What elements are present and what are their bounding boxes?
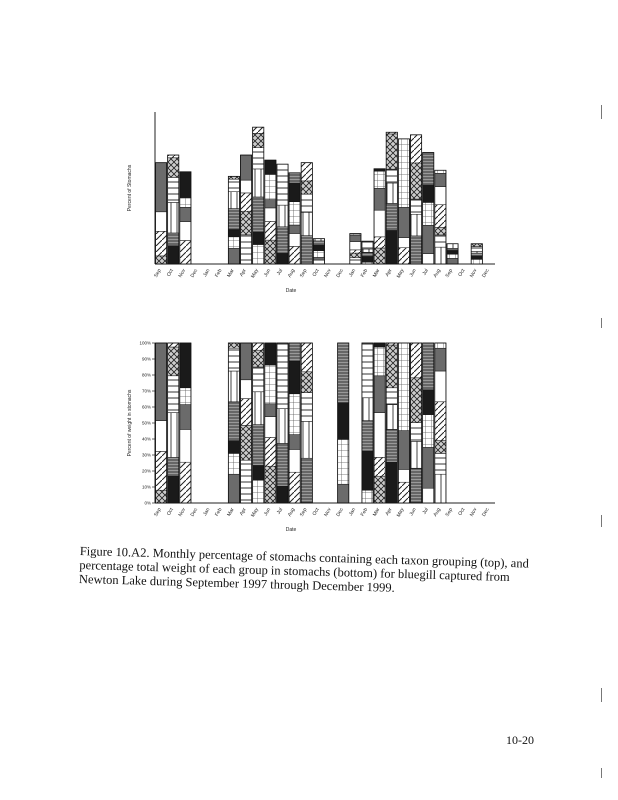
bar-segment [180,405,191,430]
x-tick-label: May [250,507,260,519]
bar-segment [265,417,276,438]
bar-segment [289,449,300,472]
x-tick-label: Feb [359,507,370,518]
bar-segment [289,343,300,361]
bar-segment [168,347,179,376]
x-tick-label: Apr [384,507,394,517]
x-tick-label: Oct [311,268,321,278]
bar-segment [423,343,434,390]
bar-segment [398,431,409,470]
bar-segment [435,453,446,474]
y-tick-label: 50% [141,420,151,426]
bar-segment [362,421,373,452]
bar-segment [435,441,446,454]
bar-segment [423,415,434,448]
bar-segment [362,398,373,421]
y-axis-title: Percent of weight in stomachs [127,389,133,457]
scan-edge-mark [601,688,602,702]
x-tick-label: Jun [408,268,418,278]
y-tick-label: 100% [139,340,151,346]
bar-segment [374,476,385,503]
x-tick-label: Jan [347,268,358,278]
bar-segment [423,390,434,415]
bar-segment [435,474,446,503]
bar-segment [228,441,239,454]
bar-segment [338,403,349,440]
bar-segment [374,413,385,458]
x-tick-label: Jul [275,268,285,277]
y-tick-label: 30% [141,452,151,458]
bar-segment [386,345,397,388]
bar-segment [435,348,446,371]
x-tick-label: Oct [457,507,467,517]
bar-segment [253,343,264,350]
x-tick-label: Nov [177,268,188,279]
x-axis-title: Date [285,527,297,533]
x-tick-label: Dec [189,507,200,518]
bar-segment [277,343,288,409]
x-tick-label: Jun [262,268,273,278]
bar-segment [253,367,264,392]
scan-edge-mark [601,515,602,527]
y-tick-label: 70% [141,388,151,394]
bar-segment [410,468,421,503]
bar-segment [398,482,409,503]
x-tick-label: Mar [371,507,382,518]
x-tick-label: Oct [457,268,467,278]
bar-segment [289,394,300,435]
x-tick-label: Dec [335,507,345,518]
x-tick-label: Sep [298,507,309,518]
x-tick-label: Aug [432,268,443,279]
bar-segment [155,421,166,452]
bar-segment [289,361,300,394]
y-tick-label: 60% [141,404,151,410]
x-tick-label: Feb [359,268,370,279]
x-tick-label: Dec [335,268,345,279]
x-tick-label: Aug [432,507,443,518]
bar-segment [301,343,312,372]
bar-segment [228,402,239,441]
x-tick-label: Feb [214,507,224,518]
bar-segment [228,453,239,474]
bar-segment [374,347,385,376]
scan-edge-mark [601,768,602,778]
bar-segment [301,458,312,503]
y-tick-label: 0% [144,500,151,506]
y-tick-label: 10% [141,484,151,490]
x-tick-label: Nov [323,268,333,279]
bar-segment [362,451,373,490]
bar-segment [168,376,179,413]
bar-segment [289,435,300,450]
bar-segment [386,388,397,405]
bar-segment [374,457,385,476]
x-tick-label: Jul [275,507,285,516]
x-tick-label: Mar [371,268,382,279]
bar-segment [228,474,239,503]
x-tick-label: Nov [177,507,188,518]
bar-segment [253,392,264,425]
bar-segment [253,480,264,503]
bar-segment [423,447,434,488]
x-tick-label: Jan [347,507,358,517]
bar-segment [180,388,191,405]
bar-segment [289,472,300,503]
x-tick-label: Sep [444,268,455,279]
x-tick-label: Sep [153,268,163,279]
x-tick-label: Apr [238,507,248,517]
x-tick-label: Oct [311,507,321,517]
bar-segment [155,343,166,421]
bar-segment [265,466,276,503]
bar-segment [374,343,385,347]
bar-segment [386,462,397,503]
bar-segment [155,490,166,503]
bar-segment [277,486,288,503]
bar-segment [265,343,276,365]
x-tick-label: Apr [238,268,248,278]
figure-caption: Figure 10.A2. Monthly percentage of stomachs containing each taxon grouping (top), and percentage total weight of each group in stomachs (bottom) for bluegill captured from Newton Lake during September 1997 through December 1999. [78,544,530,595]
bar-segment [301,372,312,393]
x-tick-label: May [395,507,406,519]
bar-segment [180,343,191,388]
y-tick-label: 80% [141,372,151,378]
x-tick-label: Mar [226,268,236,279]
bar-segment [410,423,421,442]
bar-segment [265,404,276,417]
bar-segment [386,429,397,462]
bar-segment [410,441,421,468]
bar-segment [240,460,251,503]
x-tick-label: Nov [468,507,479,518]
x-tick-label: Mar [226,507,236,518]
page-number: 10-20 [506,733,534,747]
bar-segment [155,451,166,490]
scan-edge-mark [601,318,602,328]
x-axis-title: Date [285,288,297,294]
bar-segment [362,490,373,503]
bar-segment [168,343,179,347]
x-tick-label: May [395,268,406,280]
bar-segment [265,437,276,466]
y-tick-label: 40% [141,436,151,442]
bar-segment [386,405,397,430]
bar-segment [301,393,312,422]
x-tick-label: Oct [165,268,175,278]
x-tick-label: Dec [481,268,491,279]
x-tick-label: May [250,268,260,280]
bar-segment [228,348,239,371]
bar-segment [374,376,385,413]
bar-segment [265,365,276,404]
bar-segment [240,425,251,460]
bar-segment [410,343,421,378]
bar-segment [240,399,251,426]
bar-segment [338,484,349,503]
bar-segment [435,402,446,441]
bar-segment [228,343,239,348]
bar-segment [253,425,264,466]
x-tick-label: Aug [286,507,297,518]
bar-segment [398,343,409,431]
bar-segment [398,469,409,482]
bar-segment [338,439,349,484]
bar-segment [423,488,434,503]
bar-segment [240,343,251,380]
y-tick-label: 90% [141,356,151,362]
x-tick-label: Sep [153,507,163,518]
bar-segment [277,409,288,444]
bar-segment [435,371,446,402]
bar-segment [180,462,191,503]
x-tick-label: Sep [298,268,309,279]
x-tick-label: Jan [202,507,212,517]
y-tick-label: 20% [141,468,151,474]
x-tick-label: Jul [421,268,430,277]
bar-segment [435,343,446,348]
x-tick-label: Nov [468,268,479,279]
bar-segment [168,413,179,458]
bar-segment [168,457,179,476]
y-axis-title: Percent of Stomachs [127,164,133,212]
bar-segment [277,443,288,486]
x-tick-label: Dec [189,268,200,279]
x-tick-label: Aug [286,268,297,279]
bar-segment [301,421,312,458]
bar-segment [410,378,421,423]
x-tick-label: Dec [481,507,491,518]
x-tick-label: Jan [202,268,212,278]
x-tick-label: Oct [165,507,175,517]
bar-segment [180,429,191,462]
x-tick-label: Jul [421,507,430,516]
x-tick-label: Apr [384,268,394,278]
bar-segment [362,343,373,398]
scan-edge-mark [601,105,602,119]
bar-segment [253,350,264,367]
x-tick-label: Jun [408,507,418,517]
bar-segment [240,380,251,399]
x-tick-label: Feb [214,268,224,279]
x-tick-label: Nov [323,507,333,518]
bar-segment [338,343,349,403]
bar-segment [253,465,264,480]
x-tick-label: Sep [444,507,455,518]
bar-segment [228,371,239,402]
x-tick-label: Jun [262,507,273,517]
bar-segment [168,476,179,503]
